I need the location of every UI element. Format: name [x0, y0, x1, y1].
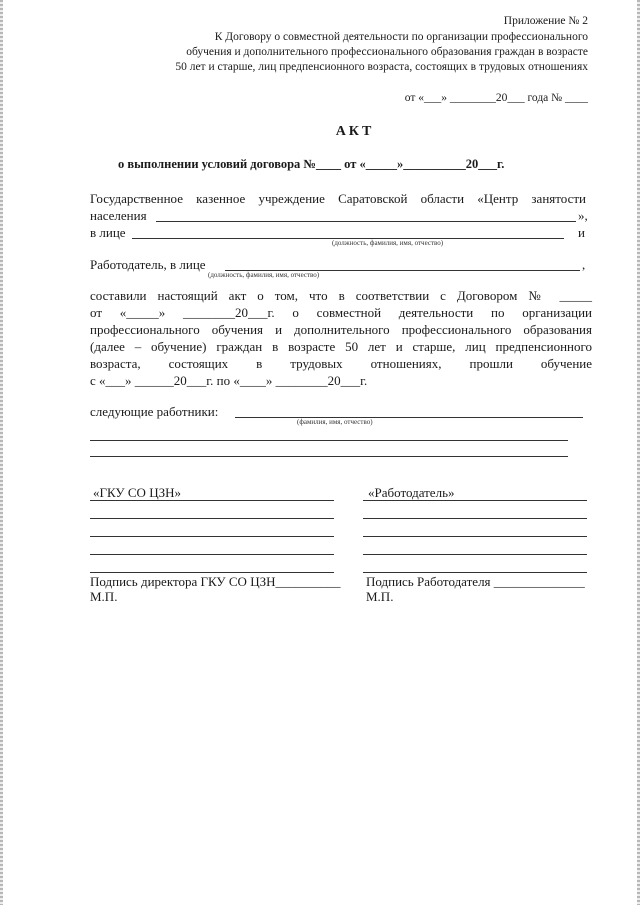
right-blank-3 — [363, 536, 587, 537]
p3-line-4: (далее – обучение) граждан в возрасте 50 лет и старше, лиц предпенсионного — [90, 339, 592, 354]
right-blank-2 — [363, 518, 587, 519]
workers-blank-1 — [235, 417, 583, 418]
p1-line-1: Государственное казенное учреждение Саратовской области «Центр занятости — [90, 191, 586, 206]
p3-line-6: с «___» ______20___г. по «____» ________20___г. — [90, 373, 368, 388]
right-blank-4 — [363, 554, 587, 555]
p2-prefix: Работодатель, в лице — [90, 257, 206, 272]
left-blank-2 — [90, 518, 334, 519]
p3-line-3: профессионального обучения и дополнительного профессионального образования — [90, 322, 592, 337]
header-date-line: от «___» ________20___ года № ____ — [404, 92, 588, 104]
left-seal-label: М.П. — [90, 589, 118, 604]
left-party-title: «ГКУ СО ЦЗН» — [93, 485, 181, 500]
workers-blank-2 — [90, 440, 568, 441]
right-signature-line: Подпись Работодателя ______________ — [366, 574, 585, 589]
caption-employer: (должность, фамилия, имя, отчество) — [208, 271, 320, 279]
left-blank-3 — [90, 536, 334, 537]
document-subtitle: о выполнении условий договора №____ от «_____»__________20___г. — [118, 157, 505, 171]
left-blank-1 — [90, 500, 334, 501]
p3-line-5: возраста, состоящих в трудовых отношениях, прошли обучение — [90, 356, 592, 371]
header-line-3: 50 лет и старше, лиц предпенсионного возраста, состоящих в трудовых отношениях — [175, 61, 588, 73]
p1-line-2-prefix: населения — [90, 208, 147, 223]
appendix-label: Приложение № 2 — [503, 15, 588, 27]
caption-workers: (фамилия, имя, отчество) — [297, 418, 373, 426]
p3-line-1: составили настоящий акт о том, что в соответствии с Договором № _____ — [90, 288, 592, 303]
p1-line-3-prefix: в лице — [90, 225, 126, 240]
right-seal-label: М.П. — [366, 589, 394, 604]
left-signature-line: Подпись директора ГКУ СО ЦЗН__________ — [90, 574, 341, 589]
p4-prefix: следующие работники: — [90, 404, 219, 419]
p3-line-2: от «_____» ________20___г. о совместной деятельности по организации — [90, 305, 592, 320]
header-line-1: К Договору о совместной деятельности по организации профессионального — [214, 31, 588, 43]
p1-line-2-blank — [156, 221, 576, 222]
workers-blank-3 — [90, 456, 568, 457]
right-party-title: «Работодатель» — [368, 485, 455, 500]
right-blank-5 — [363, 572, 587, 573]
p2-suffix: , — [582, 257, 586, 272]
p1-line-2-suffix: », — [578, 208, 588, 223]
document-title: АКТ — [335, 124, 375, 139]
header-line-2: обучения и дополнительного профессионального образования граждан в возрасте — [186, 46, 588, 58]
caption-position-name: (должность, фамилия, имя, отчество) — [332, 239, 444, 247]
right-blank-1 — [363, 500, 587, 501]
p1-line-3-suffix: и — [578, 225, 585, 240]
left-blank-4 — [90, 554, 334, 555]
left-blank-5 — [90, 572, 334, 573]
